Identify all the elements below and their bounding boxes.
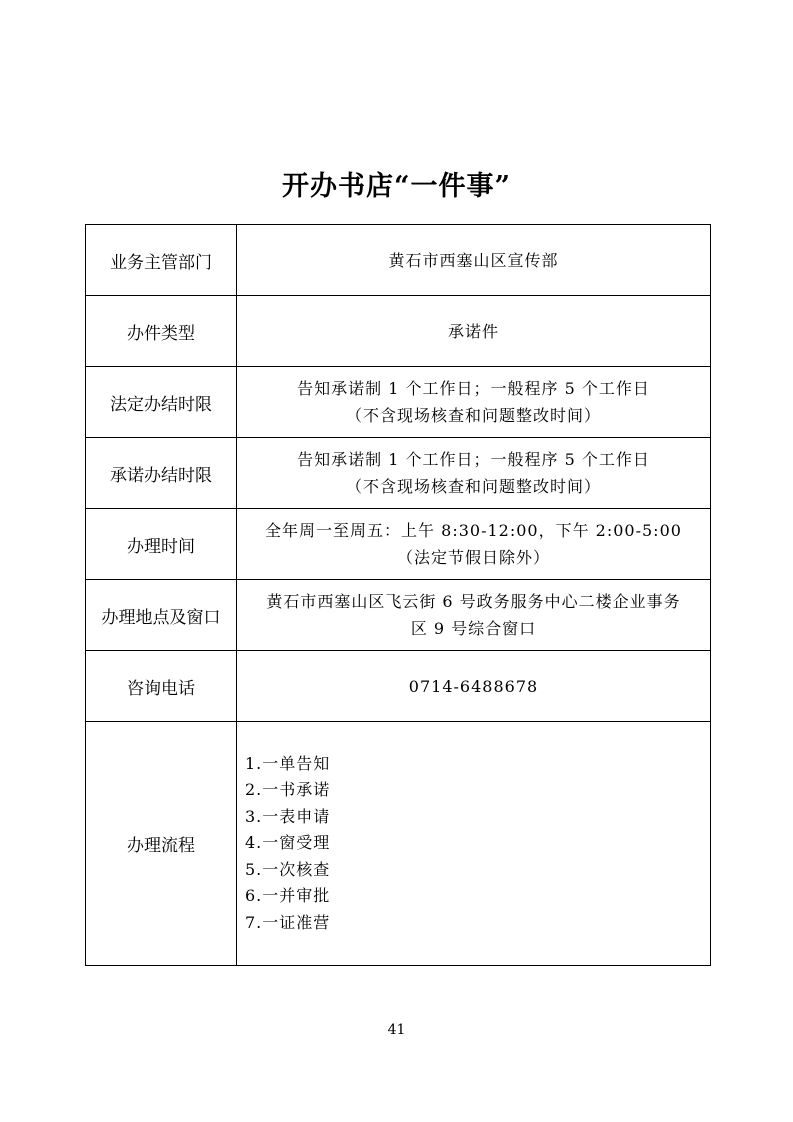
process-steps-list xyxy=(237,751,710,937)
value-line: （不含现场核查和问题整改时间） xyxy=(345,406,601,425)
value-line: （不含现场核查和问题整改时间） xyxy=(345,477,601,496)
list-item: 4.一窗受理 xyxy=(245,833,331,853)
list-item: 2.一书承诺 xyxy=(245,780,331,800)
row-value xyxy=(237,580,711,651)
row-value xyxy=(237,438,711,509)
row-value xyxy=(237,225,711,296)
row-label: 法定办结时限 xyxy=(86,367,237,438)
row-value xyxy=(237,722,711,966)
value-line: 告知承诺制 1 个工作日；一般程序 5 个工作日 xyxy=(297,450,650,469)
phone-number: 0714-6488678 xyxy=(408,676,539,696)
value-line: 黄石市西塞山区飞云街 6 号政务服务中心二楼企业事务 xyxy=(266,592,681,611)
table-row-department xyxy=(86,225,711,296)
table-row-location xyxy=(86,580,711,651)
table-row-phone xyxy=(86,651,711,722)
list-item: 1.一单告知 xyxy=(245,753,331,773)
value-line: （法定节假日除外） xyxy=(396,548,550,567)
row-label: 办理流程 xyxy=(86,722,237,966)
info-table xyxy=(85,224,711,966)
table-row-office-hours xyxy=(86,509,711,580)
table-row-promised-deadline xyxy=(86,438,711,509)
value-line: 黄石市西塞山区宣传部 xyxy=(388,250,559,270)
table-row-case-type xyxy=(86,296,711,367)
row-label: 办理时间 xyxy=(86,509,237,580)
value-line: 全年周一至周五：上午 8:30-12:00，下午 2:00-5:00 xyxy=(265,521,682,540)
row-value xyxy=(237,509,711,580)
table-row-process-flow xyxy=(86,722,711,966)
row-value xyxy=(237,296,711,367)
page-title: 开办书店“一件事” xyxy=(281,171,512,202)
row-label: 承诺办结时限 xyxy=(86,438,237,509)
row-value xyxy=(237,367,711,438)
list-item: 7.一证准营 xyxy=(245,912,331,932)
row-label: 业务主管部门 xyxy=(86,225,237,296)
page-number: 41 xyxy=(387,1022,406,1038)
list-item: 6.一并审批 xyxy=(245,886,331,906)
value-line: 区 9 号综合窗口 xyxy=(410,619,537,638)
row-label: 办理地点及窗口 xyxy=(86,580,237,651)
row-label: 咨询电话 xyxy=(86,651,237,722)
table-row-legal-deadline xyxy=(86,367,711,438)
row-value xyxy=(237,651,711,722)
value-line: 承诺件 xyxy=(447,321,499,341)
list-item: 5.一次核查 xyxy=(245,859,331,879)
value-line: 告知承诺制 1 个工作日；一般程序 5 个工作日 xyxy=(297,379,650,398)
list-item: 3.一表申请 xyxy=(245,806,331,826)
row-label: 办件类型 xyxy=(86,296,237,367)
